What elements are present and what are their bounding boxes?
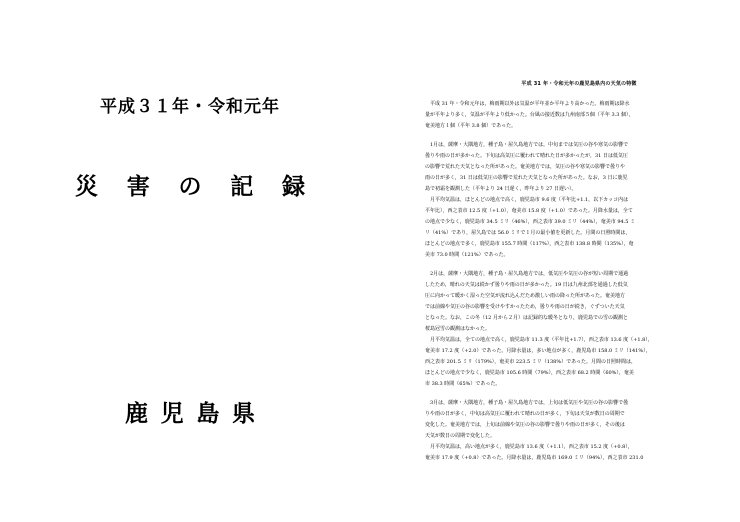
report-line: 変化した。奄美地方では，上旬は前線や気圧の谷の影響で曇りや雨の日が多く，その後は (425, 422, 625, 428)
report-line: りや雨の日が多く，中旬は高気圧に覆われて晴れの日が多く，下旬は天気が数日の周期で (425, 411, 625, 417)
report-paragraph (425, 140, 693, 261)
record-char: 録 (282, 174, 305, 200)
report-line: 雨の日が多く，31 日は低気圧の影響で荒れた天気となった所があった。なお，3 日に鹿児 (425, 175, 628, 181)
report-paragraph (425, 269, 693, 390)
report-line: ほとんどの地点で多く，鹿児島市 155.7 時間（117%），西之表市 138.8 時間（135%），奄 (425, 241, 634, 247)
report-line: 月平均気温は，高い地点が多く，鹿児島市 13.6 度（+1.1），西之表市 15.2 度（+0.8）， (425, 444, 633, 450)
report-line: 平年比），西之表市 12.5 度（+1.0），奄美市 15.8 度（+1.0）であった。月降水量は，全て (425, 208, 633, 214)
prefecture-char: 島 (196, 401, 220, 427)
cover-year-title: 平成３１年・令和元年 (100, 97, 280, 117)
report-line: の影響で荒れた天気となった所があった。奄美地方では，気圧の谷や寒気の影響で曇りや (425, 164, 625, 170)
report-title: 平成 31 年・令和元年の鹿児島県内の天気の特徴 (521, 81, 637, 87)
report-line: ほとんどの地点で少なく，鹿児島市 105.6 時間（79%），西之表市 68.2 時間（60%），奄美 (425, 370, 634, 376)
report-line: 月平均気温は，全ての地点で高く，鹿児島市 11.3 度（平年比+1.7），西之表市 13.6 度（+1.8）， (425, 337, 653, 343)
report-line: 島で初霜を観測した（平年より 24 日遅く，昨年より 27 日遅い）。 (425, 186, 577, 192)
report-line: の地点で少なく，鹿児島市 34.5 ミリ（46%），西之表市 39.0 ミリ（44%），奄美市 94.5 ミ (425, 219, 636, 225)
record-char: 災 (75, 174, 98, 200)
report-body (425, 99, 693, 464)
report-line: 市 38.3 時間（65%）であった。 (425, 381, 501, 387)
report-line: 圧に向かって暖かく湿った空気が流れ込んだため激しい雨の降った所があった。奄美地方 (425, 293, 625, 299)
report-line: 2月は，薩摩・大隅地方，種子島・屋久島地方では，低気圧や気圧の谷が短い周期で通過 (425, 271, 629, 277)
report-line: 1月は，薩摩・大隅地方，種子島・屋久島地方では，中旬までは気圧の谷や寒気の影響で (425, 142, 629, 148)
record-char: 記 (230, 174, 254, 200)
report-line: となった。なお，この冬（12 月から２月）は記録的な暖冬となり，鹿児島での雪の観測と (425, 315, 628, 321)
cover-record-title (75, 168, 305, 201)
report-paragraph (425, 99, 693, 132)
report-line: 西之表市 201.5 ミリ（179%），奄美市 223.5 ミリ（138%）であった。月間の日照時間は， (425, 359, 637, 365)
report-line: 美市 73.0 時間（121%）であった。 (425, 252, 509, 258)
report-line: 奄美市 17.2 度（+2.0）であった。月降水量は，多い地点が多く，鹿児島市 158.0 ミリ（141%）， (425, 348, 651, 354)
report-line: 月平均気温は，ほとんどの地点で高く，鹿児島市 9.6 度（平年比+1.1，以下カッコ内は (425, 197, 629, 203)
prefecture-char: 鹿 (125, 401, 148, 427)
cover-prefecture-name (125, 395, 255, 428)
report-line: 平成 31 年・令和元年は，梅雨期以外は気温が平年並か平年より高かった。梅雨期は降水 (425, 101, 630, 107)
report-line: 天気が数日の周期で変化した。 (425, 433, 496, 439)
report-line: 3月は，薩摩・大隅地方，種子島・屋久島地方では，上旬は低気圧や気圧の谷の影響で曇 (425, 400, 629, 406)
report-line: 奄美市 17.9 度（+0.8）であった。月降水量は，鹿児島市 169.0 ミリ（94%），西之表市 231.0 (425, 455, 644, 461)
report-line: では前線や気圧の谷の影響を受けやすかったため，曇りや雨の日が続き，ぐずついた天気 (425, 304, 625, 310)
prefecture-char: 県 (231, 401, 255, 427)
report-line: したため，晴れの天気は続かず曇りや雨の日が多かった。19 日は九州北部を通過した低気 (425, 282, 628, 288)
prefecture-char: 児 (160, 401, 184, 427)
report-line: 奄美地方１個（平年 3.8 個）であった。 (425, 123, 517, 129)
report-line: 曇りや雨の日が多かった。下旬は高気圧に覆われて晴れた日が多かったが，31 日は低気圧 (425, 153, 628, 159)
record-char: の (178, 174, 202, 200)
report-line: 量が平年より多く，気温が平年より低かった。台風の接近数は九州南部５個（平年 3.3 個）， (425, 112, 634, 118)
report-page (425, 80, 693, 520)
record-char: 害 (126, 174, 150, 200)
report-line: 桜島冠雪の観測はなかった。 (425, 326, 491, 332)
report-paragraph (425, 398, 693, 464)
report-line: リ（41%）であり，屋久島では 56.0 ミリで１月の最小値を更新した。月間の日照時間は， (425, 230, 631, 236)
